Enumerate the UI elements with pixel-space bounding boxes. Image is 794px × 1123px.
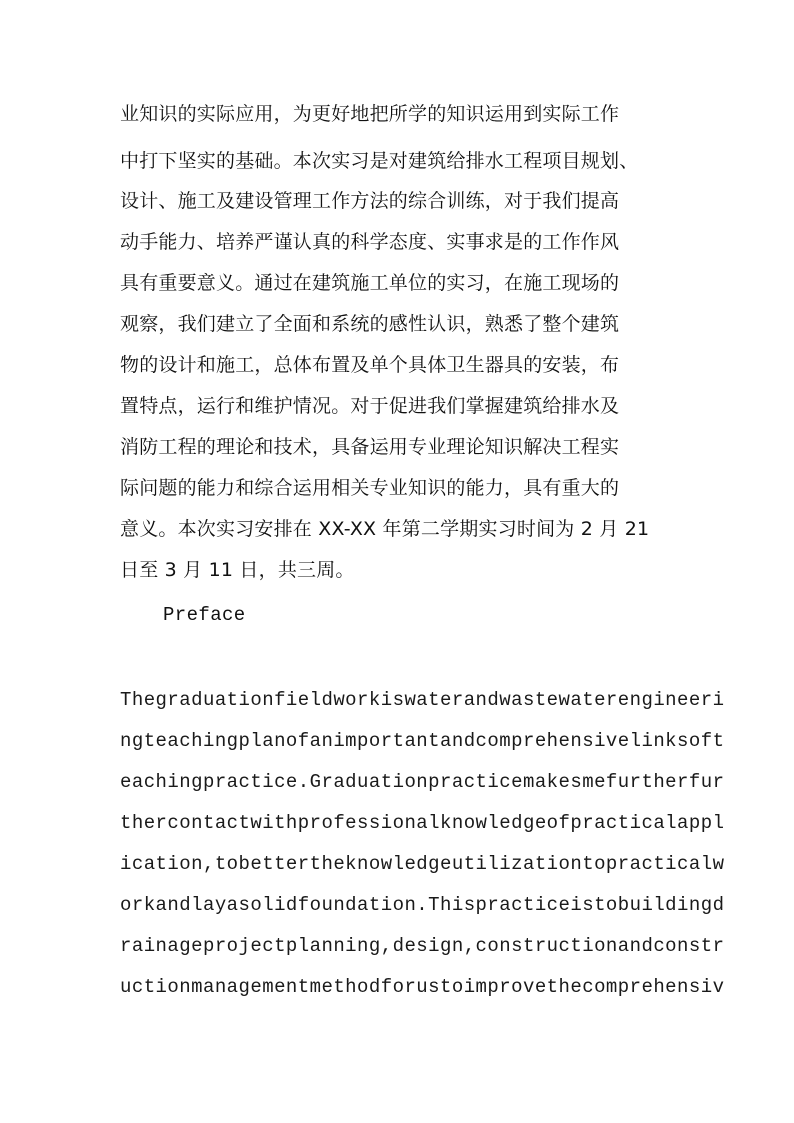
english-text-line: ication,tobettertheknowledgeutilizationtopracticalw xyxy=(120,853,725,875)
chinese-text-line: 动手能力、培养严谨认真的科学态度、实事求是的工作作风 xyxy=(120,231,620,253)
preface-heading: Preface xyxy=(163,604,246,626)
english-text-line: thercontactwithprofessionalknowledgeofpracticalappl xyxy=(120,812,725,834)
english-text-line: orkandlayasolidfoundation.Thispracticeistobuildingd xyxy=(120,894,725,916)
chinese-text-line: 意义。本次实习安排在 XX-XX 年第二学期实习时间为 2 月 21 xyxy=(120,518,650,540)
chinese-text-line: 际问题的能力和综合运用相关专业知识的能力，具有重大的 xyxy=(120,477,620,499)
english-text-line: Thegraduationfieldworkiswaterandwastewaterengineeri xyxy=(120,689,725,711)
chinese-text-line: 中打下坚实的基础。本次实习是对建筑给排水工程项目规划、 xyxy=(120,150,639,172)
chinese-text-line: 消防工程的理论和技术，具备运用专业理论知识解决工程实 xyxy=(120,436,620,458)
chinese-text-line: 日至 3 月 11 日，共三周。 xyxy=(120,559,355,581)
english-text-line: ngteachingplanofanimportantandcomprehensivelinksoft xyxy=(120,730,725,752)
english-text-line: uctionmanagementmethodforustoimprovethecomprehensiv xyxy=(120,976,725,998)
chinese-text-line: 具有重要意义。通过在建筑施工单位的实习，在施工现场的 xyxy=(120,272,620,294)
chinese-text-line: 业知识的实际应用，为更好地把所学的知识运用到实际工作 xyxy=(120,103,620,125)
english-text-line: rainageprojectplanning,design,constructionandconstr xyxy=(120,935,725,957)
chinese-text-line: 观察，我们建立了全面和系统的感性认识，熟悉了整个建筑 xyxy=(120,313,620,335)
chinese-text-line: 设计、施工及建设管理工作方法的综合训练，对于我们提高 xyxy=(120,190,620,212)
chinese-text-line: 物的设计和施工，总体布置及单个具体卫生器具的安装，布 xyxy=(120,354,620,376)
english-text-line: eachingpractice.Graduationpracticemakesmefurtherfur xyxy=(120,771,725,793)
chinese-text-line: 置特点，运行和维护情况。对于促进我们掌握建筑给排水及 xyxy=(120,395,620,417)
